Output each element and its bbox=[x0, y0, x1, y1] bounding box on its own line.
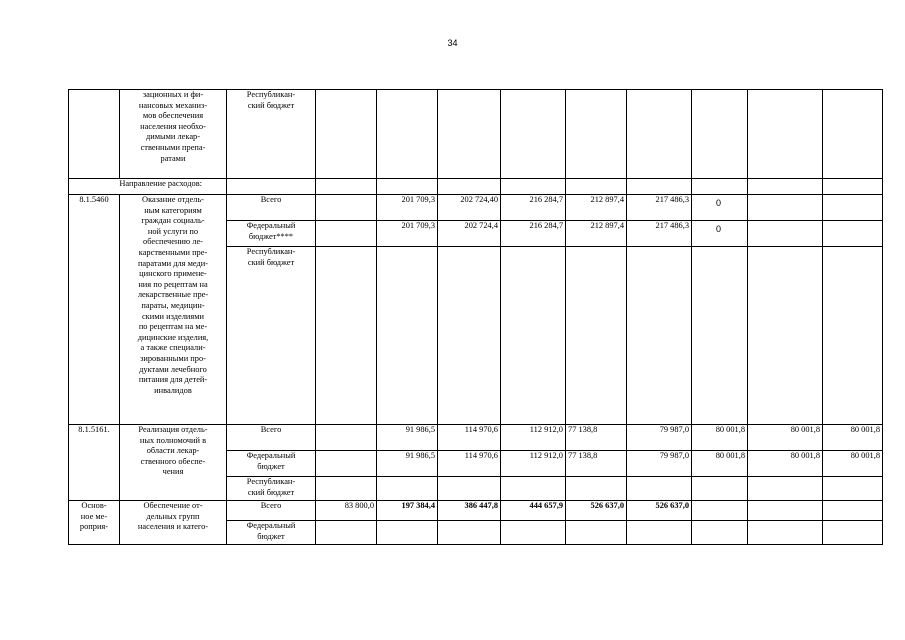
value-cell: 79 987,0 bbox=[627, 451, 692, 477]
value-cell: 91 986,5 bbox=[377, 425, 438, 451]
value-cell: 212 897,4 bbox=[566, 195, 627, 221]
value-cell: 0 bbox=[692, 221, 748, 247]
value-cell: 217 486,3 bbox=[627, 195, 692, 221]
measure-name-cell: Реализация отдель- ных полномочий в области лекар- ственного обеспе- чения bbox=[120, 425, 227, 501]
value-cell: 80 001,8 bbox=[748, 425, 823, 451]
value-cell: 80 001,8 bbox=[823, 425, 883, 451]
measure-name-cell: зационных и фи- нансовых механиз- мов обеспечения населения необхо- димыми лекар- ственными препа- ратами bbox=[120, 90, 227, 179]
value-cell: 80 001,8 bbox=[692, 451, 748, 477]
direction-label: Направление расходов: bbox=[69, 179, 227, 195]
budget-table bbox=[68, 89, 883, 545]
table-row bbox=[69, 90, 883, 179]
page-number: 34 bbox=[447, 38, 458, 48]
value-cell: 526 637,0 bbox=[566, 501, 627, 521]
code-cell: 8.1.5460 bbox=[69, 195, 120, 425]
value-cell: 77 138,8 bbox=[566, 425, 627, 451]
value-cell: 216 284,7 bbox=[501, 221, 566, 247]
table-row bbox=[69, 425, 883, 451]
value-cell: 444 657,9 bbox=[501, 501, 566, 521]
value-cell: 77 138,8 bbox=[566, 451, 627, 477]
code-cell: Основ- ное ме- роприя- bbox=[69, 501, 120, 545]
value-cell: 83 800,0 bbox=[316, 501, 377, 521]
funding-source-cell: Федеральный бюджет bbox=[227, 521, 316, 545]
value-cell: 79 987,0 bbox=[627, 425, 692, 451]
value-cell: 201 709,3 bbox=[377, 195, 438, 221]
value-cell: 216 284,7 bbox=[501, 195, 566, 221]
value-cell: 114 970,6 bbox=[438, 451, 501, 477]
value-cell: 80 001,8 bbox=[823, 451, 883, 477]
funding-source-cell: Всего bbox=[227, 501, 316, 521]
table-row bbox=[69, 501, 883, 521]
value-cell: 80 001,8 bbox=[748, 451, 823, 477]
funding-source-cell: Федеральный бюджет**** bbox=[227, 221, 316, 247]
value-cell: 212 897,4 bbox=[566, 221, 627, 247]
code-cell: 8.1.5161. bbox=[69, 425, 120, 501]
funding-source-cell: Республикан- ский бюджет bbox=[227, 247, 316, 425]
value-cell: 202 724,40 bbox=[438, 195, 501, 221]
value-cell: 217 486,3 bbox=[627, 221, 692, 247]
funding-source-cell: Республикан- ский бюджет bbox=[227, 90, 316, 179]
value-cell: 197 384,4 bbox=[377, 501, 438, 521]
value-cell: 114 970,6 bbox=[438, 425, 501, 451]
measure-name-cell: Обеспечение от- дельных групп населения и катего- bbox=[120, 501, 227, 545]
value-cell: 526 637,0 bbox=[627, 501, 692, 521]
value-cell: 112 912,0 bbox=[501, 425, 566, 451]
table-row bbox=[69, 195, 883, 221]
value-cell: 112 912,0 bbox=[501, 451, 566, 477]
value-cell: 202 724,4 bbox=[438, 221, 501, 247]
measure-name-cell: Оказание отдель- ным категориям граждан социаль- ной услуги по обеспечению ле- карственными пре- паратами для меди- цинского примене- ния по рецептам на лекарственные пре- параты, медицин- скими изделиями по рецептам на ме- дицинские изделия, а также специали- зированными про- дуктами лечебного питания для детей- инвалидов bbox=[120, 195, 227, 425]
funding-source-cell: Всего bbox=[227, 195, 316, 221]
value-cell: 0 bbox=[692, 195, 748, 221]
value-cell: 386 447,8 bbox=[438, 501, 501, 521]
funding-source-cell: Всего bbox=[227, 425, 316, 451]
funding-source-cell: Федеральный бюджет bbox=[227, 451, 316, 477]
funding-source-cell: Республикан- ский бюджет bbox=[227, 477, 316, 501]
value-cell: 80 001,8 bbox=[692, 425, 748, 451]
value-cell: 91 986,5 bbox=[377, 451, 438, 477]
table-row bbox=[69, 179, 883, 195]
value-cell: 201 709,3 bbox=[377, 221, 438, 247]
